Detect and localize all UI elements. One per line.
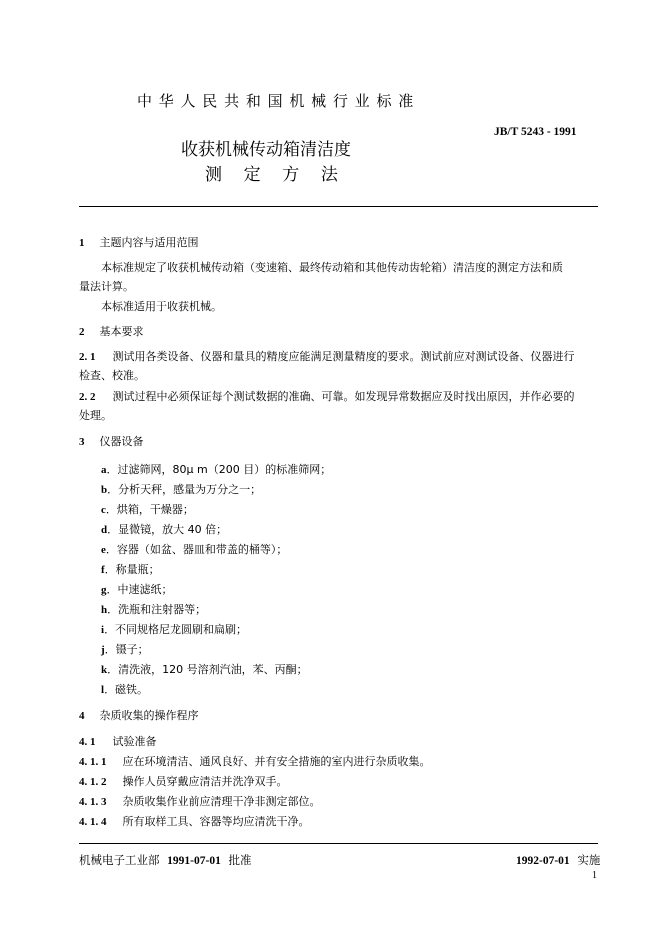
item-letter: k [101, 664, 108, 676]
equipment-item [101, 561, 160, 577]
equipment-item [101, 461, 331, 477]
clause-number: 4. 1. 2 [79, 776, 107, 788]
equipment-item [101, 521, 227, 537]
clause-4-1-4 [79, 813, 310, 829]
equipment-item [101, 501, 194, 517]
clause-number: 4. 1 [79, 736, 96, 748]
item-letter: g [101, 584, 107, 596]
implementation-line [516, 852, 600, 868]
item-text: ．显微镜，放大 40 倍； [107, 523, 228, 536]
approval-line [79, 852, 251, 868]
item-text: ．镊子； [104, 643, 149, 656]
section-title: 仪器设备 [99, 435, 144, 448]
item-text: ．磁铁。 [104, 683, 149, 696]
item-text: ．不同规格尼龙圆刷和扁刷； [104, 623, 248, 636]
section-title: 杂质收集的操作程序 [99, 709, 199, 722]
clause-2-2-line-2: 处理。 [79, 409, 112, 422]
item-letter: d [101, 524, 108, 536]
section-1-paragraph-1-line-2: 量法计算。 [79, 280, 134, 293]
clause-2-2 [79, 388, 575, 404]
clause-text: 测试用各类设备、仪器和量具的精度应能满足测量精度的要求。测试前应对测试设备、仪器进行 [112, 350, 575, 363]
item-text: ．中速滤纸； [106, 583, 173, 596]
issuing-body-line: 中 华 人 民 共 和 国 机 械 行 业 标 准 [137, 92, 415, 110]
item-text: ．称量瓶； [104, 563, 160, 576]
section-2-heading [79, 323, 144, 339]
approval-label: 批准 [228, 853, 252, 867]
clause-4-1-2 [79, 773, 288, 789]
section-1-heading [79, 234, 199, 250]
equipment-item [101, 581, 173, 597]
item-text: ．过滤筛网，80μ m（200 目）的标准筛网； [106, 463, 332, 476]
clause-number: 4. 1. 3 [79, 796, 107, 808]
clause-number: 2. 1 [79, 351, 96, 363]
item-letter: f [101, 564, 105, 576]
clause-text: 试验准备 [112, 735, 157, 748]
section-1-paragraph-2: 本标准适用于收获机械。 [101, 300, 222, 313]
item-letter: l [101, 684, 105, 696]
item-text: ．烘箱，干燥器； [105, 503, 194, 516]
item-letter: h [101, 604, 108, 616]
clause-4-1 [79, 733, 157, 749]
item-letter: e [101, 544, 106, 556]
approving-body: 机械电子工业部 [79, 853, 160, 867]
section-1-paragraph-1-line-1: 本标准规定了收获机械传动箱（变速箱、最终传动箱和其他传动齿轮箱）清洁度的测定方法和质 [101, 261, 563, 274]
footer-divider [79, 843, 598, 844]
equipment-item [101, 681, 148, 697]
equipment-item [101, 641, 149, 657]
title-line-1: 收获机械传动箱清洁度 [181, 140, 351, 160]
implementation-label: 实施 [577, 853, 601, 867]
equipment-item [101, 621, 247, 637]
clause-text: 应在环境清洁、通风良好、并有安全措施的室内进行杂质收集。 [122, 755, 431, 768]
clause-text: 杂质收集作业前应清理干净非测定部位。 [122, 795, 321, 808]
section-title: 基本要求 [99, 325, 144, 338]
clause-number: 4. 1. 1 [79, 756, 107, 768]
item-letter: b [101, 484, 108, 496]
equipment-item [101, 481, 261, 497]
equipment-item [101, 661, 308, 677]
item-letter: c [101, 504, 106, 516]
item-text: ．清洗液，120 号溶剂汽油，苯、丙酮； [107, 663, 308, 676]
clause-2-1 [79, 348, 575, 364]
standard-number: JB/T 5243 - 1991 [494, 126, 577, 138]
clause-text: 所有取样工具、容器等均应清洗干净。 [122, 815, 310, 828]
page-number: 1 [592, 870, 597, 881]
clause-2-1-line-2: 检查、校准。 [79, 369, 145, 382]
item-text: ．分析天秤，感量为万分之一； [107, 483, 262, 496]
item-letter: a [101, 464, 107, 476]
section-title: 主题内容与适用范围 [99, 236, 199, 249]
clause-number: 4. 1. 4 [79, 816, 107, 828]
item-text: ．洗瓶和注射器等； [107, 603, 207, 616]
item-letter: j [101, 644, 105, 656]
clause-4-1-3 [79, 793, 321, 809]
section-number: 2 [79, 326, 85, 338]
clause-4-1-1 [79, 753, 431, 769]
header-divider [79, 206, 598, 207]
section-number: 1 [79, 237, 85, 249]
section-number: 3 [79, 436, 85, 448]
section-3-heading [79, 433, 144, 449]
clause-text: 操作人员穿戴应清洁并洗净双手。 [122, 775, 288, 788]
item-text: ．容器（如盆、器皿和带盖的桶等）； [105, 543, 288, 556]
title-line-2: 测 定 方 法 [205, 165, 338, 185]
item-letter: i [101, 624, 105, 636]
equipment-item [101, 601, 206, 617]
approval-date: 1991-07-01 [167, 855, 221, 867]
equipment-item [101, 541, 287, 557]
section-number: 4 [79, 710, 85, 722]
clause-number: 2. 2 [79, 391, 96, 403]
clause-text: 测试过程中必须保证每个测试数据的准确、可靠。如发现异常数据应及时找出原因，并作必要的 [112, 390, 575, 403]
section-4-heading [79, 707, 199, 723]
implementation-date: 1992-07-01 [516, 855, 570, 867]
